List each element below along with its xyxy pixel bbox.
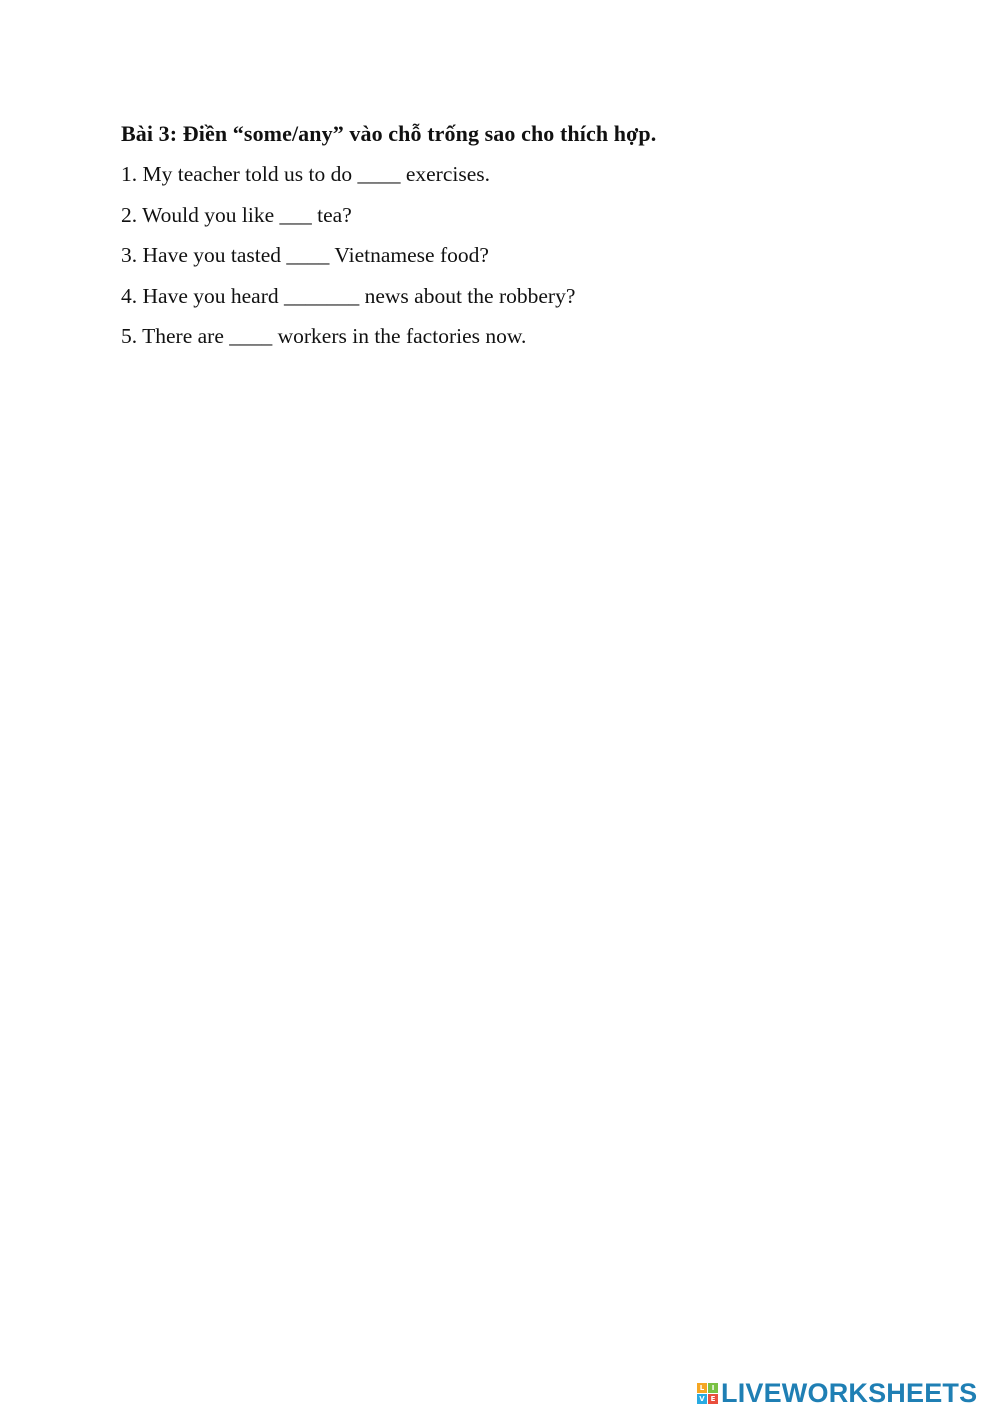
brand-name: LIVEWORKSHEETS: [721, 1378, 978, 1408]
liveworksheets-logo: [697, 1378, 977, 1408]
liveworksheets-logo-icon: [697, 1383, 718, 1404]
logo-letter-i: I: [708, 1383, 718, 1393]
question-4: 4. Have you heard _______ news about the robbery?: [121, 283, 576, 308]
worksheet: [121, 118, 881, 361]
logo-letter-v: V: [697, 1394, 707, 1404]
question-2: 2. Would you like ___ tea?: [121, 202, 352, 227]
question-3: 3. Have you tasted ____ Vietnamese food?: [121, 243, 489, 267]
question-5: 5. There are ____ workers in the factories now.: [121, 324, 527, 348]
logo-letter-e: E: [708, 1394, 718, 1404]
question-1: 1. My teacher told us to do ____ exercises.: [121, 162, 490, 186]
exercise-title: Bài 3: Điền “some/any” vào chỗ trống sao cho thích hợp.: [121, 121, 657, 146]
logo-letter-l: L: [697, 1383, 707, 1393]
